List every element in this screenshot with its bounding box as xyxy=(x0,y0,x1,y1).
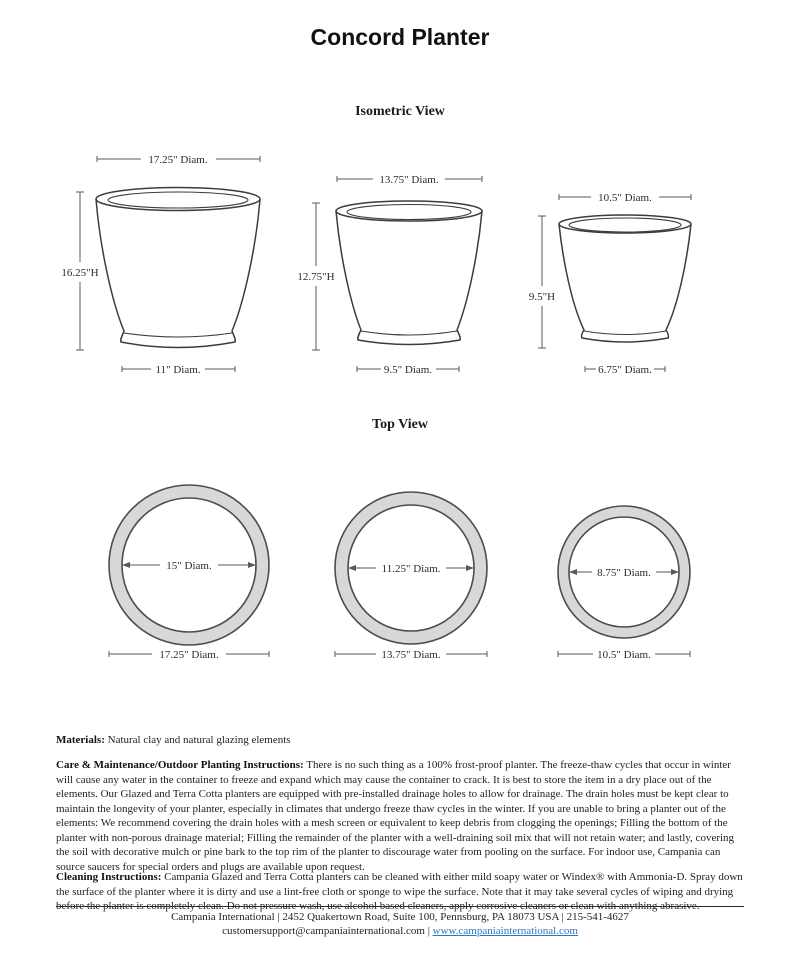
care-label: Care & Maintenance/Outdoor Planting Instructions: xyxy=(56,759,304,771)
top-view-drawing xyxy=(0,440,800,680)
planter-small-drawing xyxy=(529,192,691,376)
dim-label-top-diam: 10.5" Diam. xyxy=(598,192,652,204)
top-view-medium xyxy=(335,492,487,661)
cleaning-label: Cleaning Instructions: xyxy=(56,871,162,883)
footer-contact xyxy=(0,925,800,937)
materials-label: Materials: xyxy=(56,734,105,746)
care-text: There is no such thing as a 100% frost-proof planter. The freeze-thaw cycles that occur in winter will cause any water in the container to freeze and expand which may cause the container to crack. It is best to store the item in a dry place out of the elements. Our Glazed and Terra Cotta planters are equipped with pre-installed drainage holes to allow for drainage. The drain holes must be kept clear to maintain the longevity of your planter, especially in climates that undergo freeze thaw cycles in the winter. If you are unable to bring a planter out of the elements: We recommend covering the drain holes with a mesh screen or equivalent to keep debris from clogging the openings; Filling the bottom of the planter with non-porous drainage material; Filling the remainder of the planter with a well-draining soil mix that will not retain water; and lastly, covering the soil with decorative mulch or pine bark to the top rim of the planter to discourage water from pooling on the surface. For indoor use, Campania can source saucers for special orders and plugs are available upon request. xyxy=(56,759,735,873)
dim-label-top-diam: 13.75" Diam. xyxy=(379,174,439,186)
dim-label-height: 12.75"H xyxy=(297,271,335,283)
isometric-view-heading: Isometric View xyxy=(355,104,445,119)
materials-text: Natural clay and natural glazing elements xyxy=(107,734,291,746)
care-instructions-paragraph xyxy=(56,758,745,874)
dim-label-top-diam: 17.25" Diam. xyxy=(148,154,208,166)
footer-separator: | xyxy=(424,925,433,937)
footer-email: customersupport@campaniainternational.com xyxy=(222,925,425,937)
dim-label-outer-diam: 13.75" Diam. xyxy=(381,649,441,661)
dim-label-bottom-diam: 9.5" Diam. xyxy=(383,364,433,376)
footer-address: Campania International | 2452 Quakertown Road, Suite 100, Pennsburg, PA 18073 USA | 215-541-4627 xyxy=(171,911,629,923)
planter-large-drawing xyxy=(61,154,260,376)
cleaning-text: Campania Glazed and Terra Cotta planters can be cleaned with either mild soapy water or Windex® with Ammonia-D. Spray down the surface of the planter where it is dirty and use a lint-free cloth or sponge to wipe the surface. Note that it may take several cycles of wiping and drying before the planter is completely clean. Do not pressure wash, use alcohol based cleaners, apply corrosive cleaners or clean with anything abrasive. xyxy=(56,871,743,912)
materials-paragraph xyxy=(56,733,745,748)
dim-label-outer-diam: 17.25" Diam. xyxy=(159,649,219,661)
dim-label-height: 9.5"H xyxy=(528,291,556,303)
top-view-heading: Top View xyxy=(372,417,428,432)
page-title: Concord Planter xyxy=(310,24,490,50)
dim-label-bottom-diam: 6.75" Diam. xyxy=(598,364,652,376)
top-view-small xyxy=(558,506,690,661)
dim-label-inner-diam: 15" Diam. xyxy=(166,560,212,572)
footer-website-link[interactable]: www.campaniainternational.com xyxy=(432,925,578,937)
footer-divider xyxy=(56,906,744,907)
planter-medium-drawing xyxy=(297,174,482,376)
dim-label-outer-diam: 10.5" Diam. xyxy=(597,649,651,661)
top-view-large xyxy=(109,485,269,661)
dim-label-inner-diam: 8.75" Diam. xyxy=(597,567,651,579)
dim-label-bottom-diam: 11" Diam. xyxy=(155,364,201,376)
isometric-view-drawing xyxy=(0,140,800,402)
dim-label-inner-diam: 11.25" Diam. xyxy=(381,563,441,575)
dim-label-height: 16.25"H xyxy=(61,267,99,279)
